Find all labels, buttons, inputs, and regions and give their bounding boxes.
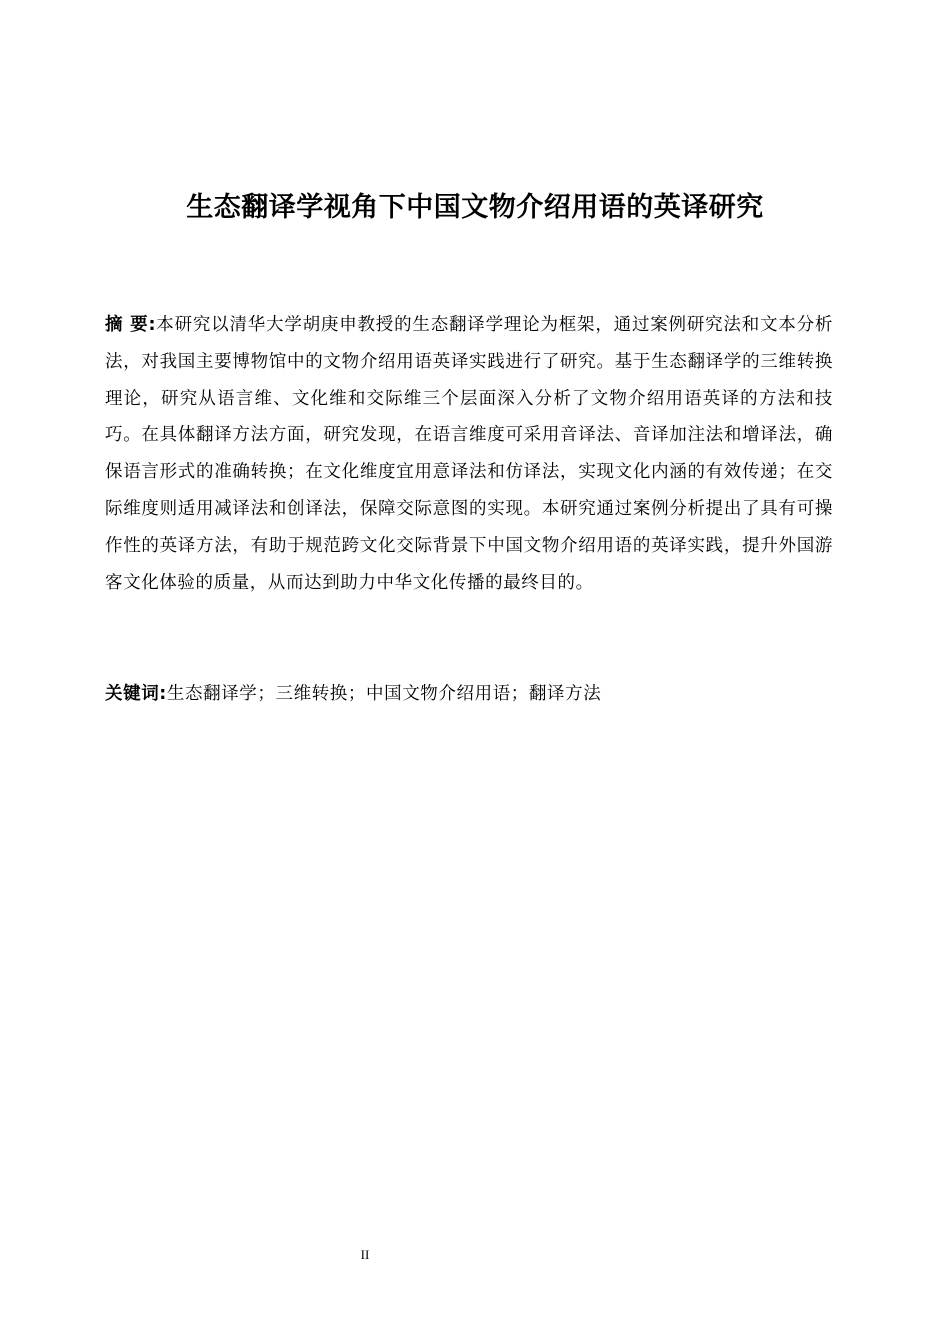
- keywords-text: 生态翻译学；三维转换；中国文物介绍用语；翻译方法: [166, 684, 602, 704]
- abstract-label: 摘 要:: [105, 315, 157, 335]
- keywords-label: 关键词:: [105, 684, 167, 704]
- document-title: 生态翻译学视角下中国文物介绍用语的英译研究: [186, 192, 764, 223]
- page-number: II: [360, 1247, 370, 1262]
- keywords-line: [105, 676, 833, 712]
- abstract-text: 本研究以清华大学胡庚申教授的生态翻译学理论为框架，通过案例研究法和文本分析法，对我国主要博物馆中的文物介绍用语英译实践进行了研究。基于生态翻译学的三维转换理论，研究从语言维、文化维和交际维三个层面深入分析了文物介绍用语英译的方法和技巧。在具体翻译方法方面，研究发现，在语言维度可采用音译法、音译加注法和增译法，确保语言形式的准确转换；在文化维度宜用意译法和仿译法，实现文化内涵的有效传递；在交际维度则适用减译法和创译法，保障交际意图的实现。本研究通过案例分析提出了具有可操作性的英译方法，有助于规范跨文化交际背景下中国文物介绍用语的英译实践，提升外国游客文化体验的质量，从而达到助力中华文化传播的最终目的。: [105, 315, 833, 593]
- abstract-paragraph: [105, 307, 833, 601]
